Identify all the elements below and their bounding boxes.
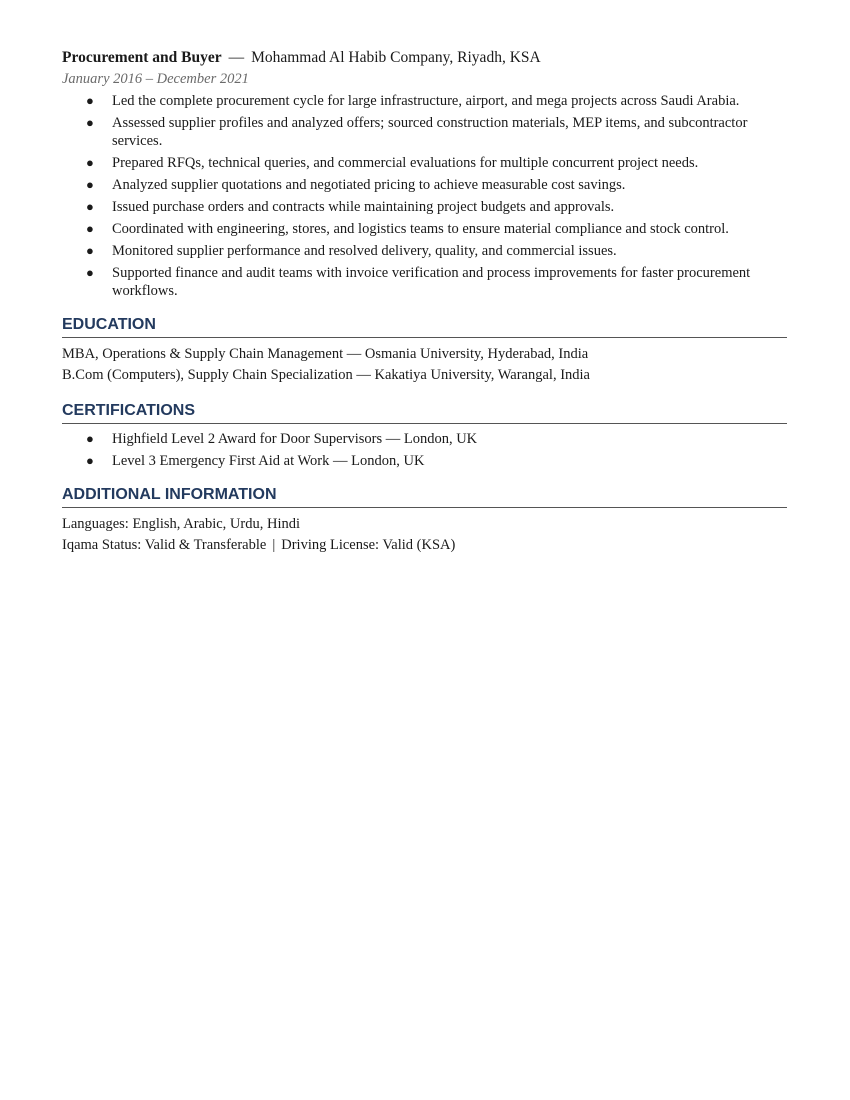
list-item-text: Supported finance and audit teams with invoice verification and process improvements for faster procurement workflows. [112, 265, 751, 299]
list-item-text: Analyzed supplier quotations and negotiated pricing to achieve measurable cost savings. [112, 177, 626, 193]
bullet-icon: ● [86, 221, 94, 236]
section-heading-education: EDUCATION [62, 315, 787, 338]
languages-line: Languages: English, Arabic, Urdu, Hindi [62, 516, 300, 532]
certifications-list [62, 430, 787, 470]
status-line [62, 535, 787, 556]
list-item [62, 220, 787, 238]
education-entry: B.Com (Computers), Supply Chain Specialization — Kakatiya University, Warangal, India [62, 367, 590, 383]
bullet-icon: ● [86, 453, 94, 468]
education-section [62, 315, 787, 386]
job-header [62, 48, 787, 68]
list-item-text: Monitored supplier performance and resolved delivery, quality, and commercial issues. [112, 243, 617, 259]
job-bullet-list [62, 92, 787, 300]
list-item-text: Assessed supplier profiles and analyzed offers; sourced construction materials, MEP items, and subcontractor services. [112, 115, 748, 149]
resume-page [62, 48, 787, 556]
section-heading-additional-info: ADDITIONAL INFORMATION [62, 485, 787, 508]
bullet-icon: ● [86, 243, 94, 258]
job-company: Mohammad Al Habib Company, Riyadh, KSA [251, 49, 541, 66]
list-item [62, 242, 787, 260]
bullet-icon: ● [86, 431, 94, 446]
additional-info-section [62, 485, 787, 556]
list-item [62, 114, 787, 150]
pipe-separator: | [272, 537, 276, 553]
list-item [62, 264, 787, 300]
bullet-icon: ● [86, 177, 94, 192]
bullet-icon: ● [86, 265, 94, 280]
list-item [62, 452, 787, 470]
bullet-icon: ● [86, 93, 94, 108]
list-item [62, 430, 787, 448]
list-item-text: Issued purchase orders and contracts while maintaining project budgets and approvals. [112, 199, 615, 215]
driving-license: Driving License: Valid (KSA) [281, 537, 456, 553]
job-title: Procurement and Buyer [62, 49, 222, 66]
list-item [62, 154, 787, 172]
list-item-text: Level 3 Emergency First Aid at Work — London, UK [112, 453, 425, 469]
list-item-text: Highfield Level 2 Award for Door Supervisors — London, UK [112, 431, 478, 447]
list-item-text: Coordinated with engineering, stores, and logistics teams to ensure material compliance and stock control. [112, 221, 729, 237]
job-dates: January 2016 – December 2021 [62, 71, 249, 87]
job-separator: — [228, 49, 245, 66]
section-heading-certifications: CERTIFICATIONS [62, 401, 787, 424]
list-item-text: Led the complete procurement cycle for large infrastructure, airport, and mega projects across Saudi Arabia. [112, 93, 740, 109]
education-entry: MBA, Operations & Supply Chain Management — Osmania University, Hyderabad, India [62, 346, 589, 362]
list-item-text: Prepared RFQs, technical queries, and commercial evaluations for multiple concurrent project needs. [112, 155, 699, 171]
iqama-status: Iqama Status: Valid & Transferable [62, 537, 267, 553]
bullet-icon: ● [86, 199, 94, 214]
list-item [62, 92, 787, 110]
list-item [62, 198, 787, 216]
bullet-icon: ● [86, 155, 94, 170]
certifications-section [62, 401, 787, 470]
list-item [62, 176, 787, 194]
bullet-icon: ● [86, 115, 94, 130]
